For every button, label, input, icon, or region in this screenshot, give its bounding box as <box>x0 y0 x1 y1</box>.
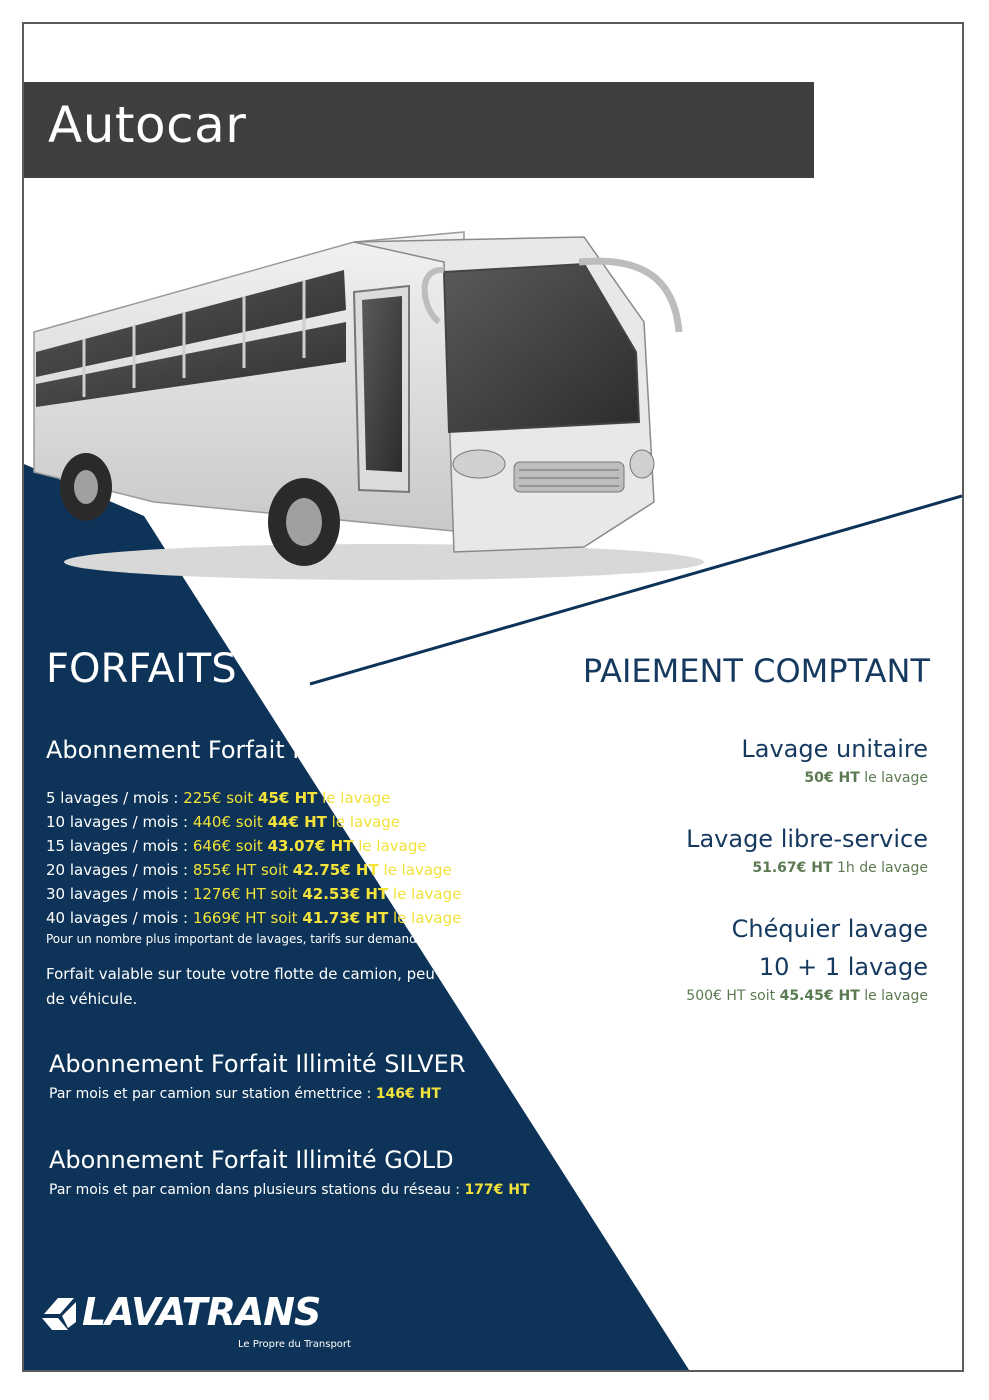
pack-line: 40 lavages / mois : 1669€ HT soit 41.73€ HT le lavage <box>46 909 462 927</box>
silver-description: Par mois et par camion sur station émettrice : 146€ HT <box>49 1086 441 1102</box>
flotte-text: Forfait valable sur toute votre flotte de camion, peu importe le type de véhicule. <box>46 965 555 1008</box>
lavage-unitaire-block <box>741 730 928 788</box>
chequier-title: Chéquier lavage <box>731 915 928 943</box>
chequier-subtitle: 10 + 1 lavage <box>758 953 928 981</box>
lavatrans-logo-icon <box>38 1294 78 1334</box>
pack-note: Pour un nombre plus important de lavages, tarifs sur demande. <box>46 932 428 946</box>
gold-price: 177€ HT <box>464 1182 530 1198</box>
gold-description: Par mois et par camion dans plusieurs stations du réseau : 177€ HT <box>49 1182 530 1198</box>
pack-line: 5 lavages / mois : 225€ soit 45€ HT le lavage <box>46 789 391 807</box>
pack-line: 30 lavages / mois : 1276€ HT soit 42.53€ HT le lavage <box>46 885 462 903</box>
lavage-libre-price: 51.67€ HT 1h de lavage <box>752 860 928 876</box>
lavage-unitaire-title: Lavage unitaire <box>741 735 928 763</box>
paiement-heading: PAIEMENT COMPTANT <box>582 652 930 690</box>
forfaits-heading: FORFAITS <box>46 646 237 692</box>
lavage-libre-title: Lavage libre-service <box>686 825 928 853</box>
chequier-price: 500€ HT soit 45.45€ HT le lavage <box>686 988 928 1004</box>
title-bar <box>24 82 814 178</box>
chequier-block <box>686 910 928 1006</box>
gold-heading: Abonnement Forfait Illimité GOLD <box>49 1146 454 1174</box>
page-frame <box>22 22 964 1372</box>
pack-price-list <box>46 786 461 930</box>
lavage-unitaire-price: 50€ HT le lavage <box>804 770 928 786</box>
pack-line: 15 lavages / mois : 646€ soit 43.07€ HT le lavage <box>46 837 427 855</box>
pack-line: 10 lavages / mois : 440€ soit 44€ HT le lavage <box>46 813 401 831</box>
silver-price: 146€ HT <box>375 1086 441 1102</box>
page-title: Autocar <box>48 96 247 154</box>
bus-image <box>24 202 704 582</box>
lavage-libre-block <box>686 820 928 878</box>
pack-line: 20 lavages / mois : 855€ HT soit 42.75€ HT le lavage <box>46 861 452 879</box>
brand-name: LAVATRANS <box>82 1290 321 1334</box>
silver-heading: Abonnement Forfait Illimité SILVER <box>49 1050 466 1078</box>
brand-tagline: Le Propre du Transport <box>238 1339 351 1350</box>
pack-heading: Abonnement Forfait Pack <box>46 736 348 764</box>
